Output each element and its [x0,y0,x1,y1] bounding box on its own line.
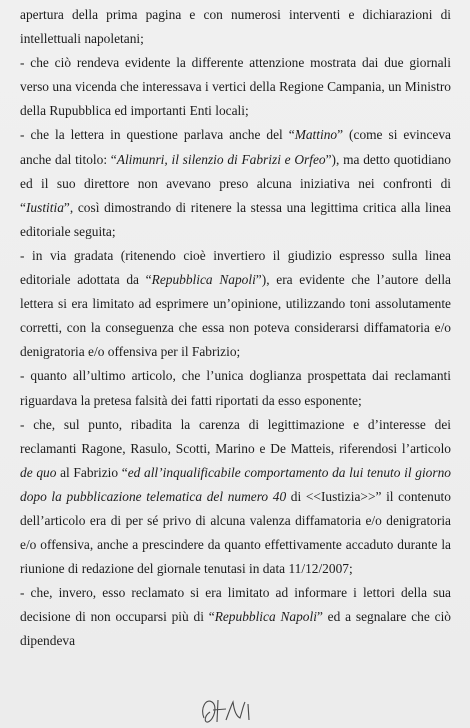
text-run: ”), era evidente che l’autore della lettera si era limitato ad esprimere un’opinione, utilizzando toni assolutamente corretti, con la conseguenza che essa non poteva considerarsi diffamatoria e/o denigratoria e/o offensiva per il Fabrizio; [20,272,452,360]
text-run: - che, sul punto, ribadita la carenza di legittimazione e d’interesse dei reclamanti Ragone, Rasulo, Scotti, Marino e De Matteis, riferendosi l’articolo [20,416,451,456]
text-run: ” (come si evinceva anche dal titolo: “ [20,127,451,167]
paragraph [20,364,451,412]
paragraph [20,413,451,582]
text-run: - che ciò rendeva evidente la differente attenzione mostrata dai due giornali verso una vicenda che interessava i vertici della Regione Campania, un Ministro della Rupubblica ed importanti Enti locali; [20,55,451,119]
text-run: ”, così dimostrando di ritenere la stessa una legittima critica alla linea editoriale seguita; [20,199,451,239]
text-run: ”), ma detto quotidiano ed il suo direttore non avevano preso alcuna iniziativa nei confronti di “ [20,151,451,215]
handwritten-initials [196,692,276,728]
italic-text: Mattino [294,127,338,143]
text-run: apertura della prima pagina e con numerosi interventi e dichiarazioni di intellettuali napoletani; [20,7,451,47]
italic-text: Alimunri, il silenzio di Fabrizi e Orfeo [116,151,326,167]
italic-text: Repubblica Napoli [214,609,317,625]
text-run: - che la lettera in questione parlava anche del “ [20,127,295,143]
paragraph [20,581,451,653]
text-run: di <<Iustizia>>” il contenuto dell’articolo era di per sé privo di alcuna valenza diffamatoria e/o denigratoria e/o offensiva, anche a prescindere da quanto effettivamente accaduto durante la riunione di redazione del giornale tenutasi in data 11/12/2007; [20,488,451,577]
text-run: - quanto all’ultimo articolo, che l’unica doglianza prospettata dai reclamanti riguardava la pretesa falsità dei fatti riportati da esso esponente; [20,368,451,408]
italic-text: Iustitia [25,199,64,215]
paragraph [20,3,451,51]
text-run: al Fabrizio “ [56,464,128,480]
paragraph [20,244,451,364]
italic-text: ed all’inqualificabile comportamento da lui tenuto il giorno dopo la pubblicazione telematica del numero 40 [20,464,451,504]
paragraph [20,123,451,243]
italic-text: de quo [20,464,57,480]
document-body [20,3,451,654]
italic-text: Repubblica Napoli [151,272,256,288]
text-run: ” ed a segnalare che ciò dipendeva [20,609,451,649]
paragraph [20,51,451,123]
text-run: - in via gradata (ritenendo cioè invertiero il giudizio espresso sulla linea editoriale adottata da “ [20,247,451,288]
text-run: - che, invero, esso reclamato si era limitato ad informare i lettori della sua decisione di non occuparsi più di “ [20,585,451,625]
